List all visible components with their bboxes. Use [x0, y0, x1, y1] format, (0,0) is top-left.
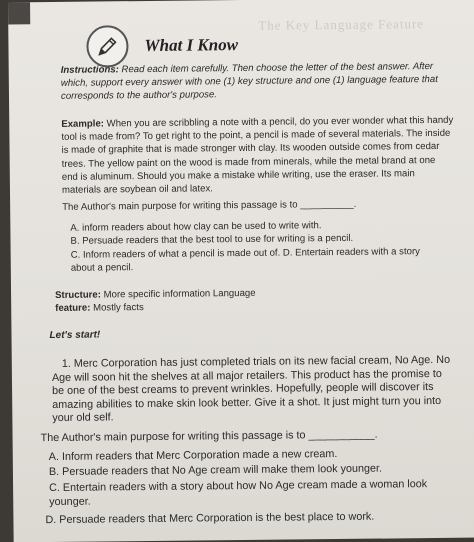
item1-option-d: D. Persuade readers that Merc Corporation is the best place to work. [45, 510, 375, 527]
instructions-text: Read each item carefully. Then choose the letter of the best answer. After which, support every answer with one (1) key structure and one (1) language feature that corresponds to the author's purpose. [60, 60, 438, 102]
feature-label: feature: [55, 302, 91, 314]
item1-passage: 1. Merc Corporation has just completed trials on its new facial cream, No Age. No Age will soon hit the shelves at all major retailers. This product has the promise to be one of the best creams to prevent wrinkles. Hopefully, people will discover its amazing abilities to make skin look better. Give it a shot. It just might turn you into your old self. [51, 353, 451, 425]
option-b: B. Persuade readers that the best tool to use for writing is a pencil. [70, 232, 354, 247]
item1-option-a: A. Inform readers that Merc Corporation made a new cream. [48, 448, 338, 464]
answer-blank: __________. [300, 198, 357, 211]
example-text: When you are scribbling a note with a pencil, do you ever wonder what this handy tool is made from? To get right to the point, a pencil is made of several materials. The inside is made of graphite that is made stronger with clay. Its wooden outside comes from cedar trees. The yellow paint on the wood is made from minerals, while the metal brand at one end is aluminum. Should you make a mistake while writing, use the eraser. Its main materials are soybean oil and latex. [61, 114, 454, 196]
item1-option-b: B. Persuade readers that No Age cream will make them look younger. [48, 462, 383, 479]
pencil-icon [86, 25, 128, 67]
structure-label: Structure: [55, 289, 101, 301]
item1-stem [41, 428, 461, 445]
instructions-label: Instructions: [60, 64, 119, 76]
question1-stem [62, 197, 454, 214]
bleed-through-text: The Key Language Feature [258, 16, 425, 33]
example-label: Example: [61, 118, 105, 130]
item1-option-c: C. Entertain readers with a story about how No Age cream made a woman look younger. [49, 478, 428, 509]
lets-start-heading: Let's start! [49, 329, 101, 342]
instructions [61, 60, 453, 103]
item1-answer-blank: ___________. [308, 428, 378, 442]
feature-value: Mostly facts [93, 302, 144, 314]
page-title: What I Know [144, 35, 239, 56]
example-paragraph [61, 114, 454, 197]
option-c: C. Inform readers of what a pencil is made out of. D. Entertain readers with a story about a pencil. [70, 246, 420, 274]
worksheet-page [8, 0, 474, 542]
item1-stem-text: The Author's main purpose for writing this passage is to [40, 429, 306, 445]
option-a: A. inform readers about how clay can be used to write with. [70, 220, 322, 234]
structure-value: More specific information Language [103, 287, 256, 301]
feature-line [55, 298, 455, 315]
title-row [86, 24, 238, 68]
dark-corner [8, 2, 30, 24]
question1-stem-text: The Author's main purpose for writing this passage is to [62, 199, 298, 213]
